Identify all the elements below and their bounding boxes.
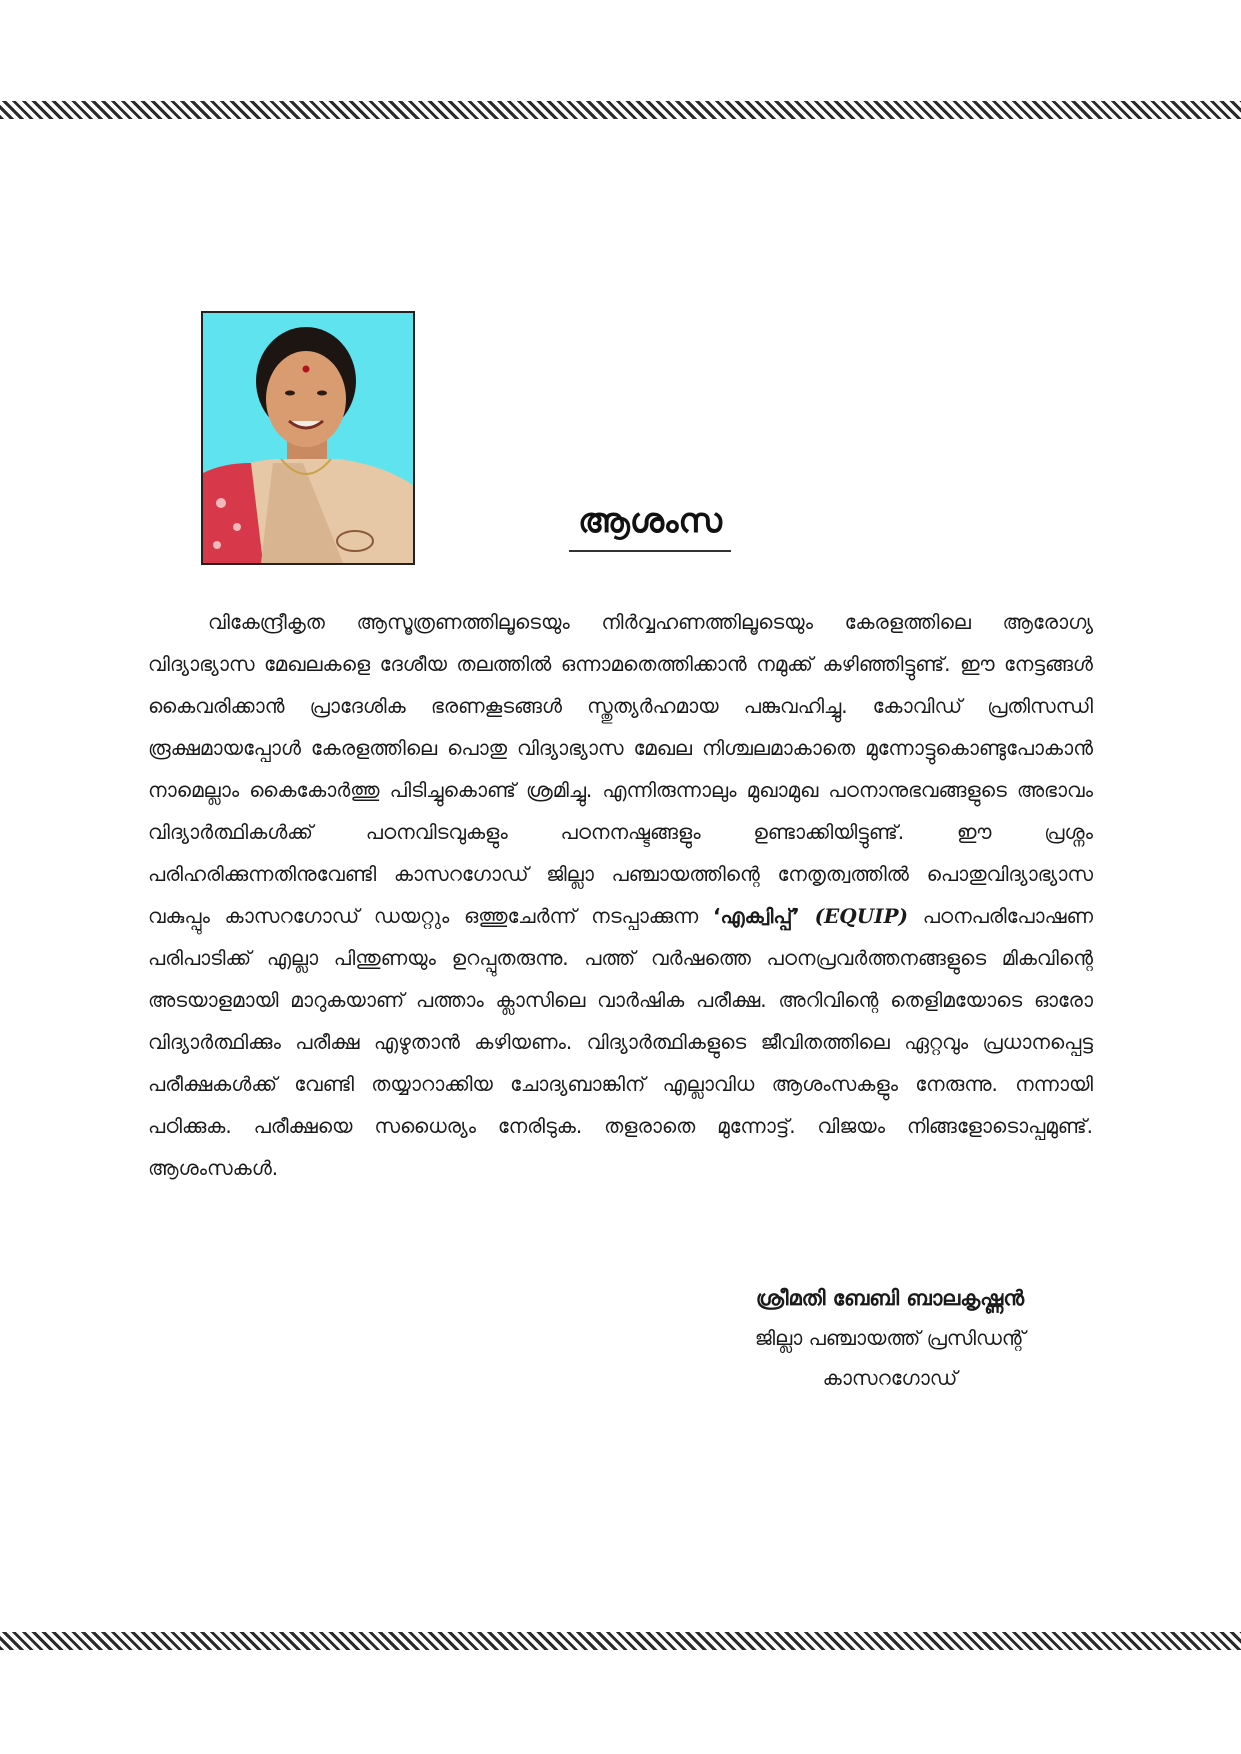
program-code: (EQUIP): [814, 904, 908, 928]
top-decorative-border: [0, 101, 1241, 119]
page-title: ആശംസ: [578, 501, 722, 541]
signatory-name: ശ്രീമതി ബേബി ബാലകൃഷ്ണൻ: [755, 1286, 1025, 1310]
title-underline: [569, 550, 731, 552]
message-opening: വികേന്ദ്രീകൃത ആസൂത്രണത്തിലൂടെയും നിർവ്വഹണത്തിലൂടെയും കേരളത്തിലെ ആരോഗ്യ വിദ്യാഭ്യാസ മേഖലകളെ ദേശീയ തലത്തിൽ ഒന്നാമതെത്തിക്കാൻ നമുക്ക് കഴിഞ്ഞിട്ടുണ്ട്. ഈ നേട്ടങ്ങൾ കൈവരിക്കാൻ പ്രാദേശിക ഭരണകൂടങ്ങൾ സ്തുത്യർഹമായ പങ്കുവഹിച്ചു. കോവിഡ് പ്രതിസന്ധി രൂക്ഷമായപ്പോൾ കേരളത്തിലെ പൊതു വിദ്യാഭ്യാസ മേഖല നിശ്ചലമാകാതെ മുന്നോട്ടുകൊണ്ടുപോകാൻ നാമെല്ലാം കൈകോർത്തു പിടിച്ചുകൊണ്ട് ശ്രമിച്ചു. എന്നിരുന്നാലും മുഖാമുഖ പഠനാനുഭവങ്ങളുടെ അഭാവം വിദ്യാർത്ഥികൾക്ക് പഠനവിടവുകളും പഠനനഷ്ടങ്ങളും ഉണ്ടാക്കിയിട്ടുണ്ട്. ഈ പ്രശ്നം പരിഹരിക്കുന്നതിനുവേണ്ടി കാസറഗോഡ് ജില്ലാ പഞ്ചായത്തിന്റെ നേതൃത്വത്തിൽ പൊതുവിദ്യാഭ്യാസ വകുപ്പും കാസറഗോഡ് ഡയറ്റും ഒത്തുചേർന്ന് നടപ്പാക്കുന്ന: [148, 610, 1093, 928]
message-paragraph: [148, 601, 1093, 1189]
bottom-decorative-border: [0, 1632, 1241, 1650]
signature-block: [700, 1278, 1080, 1398]
signatory-designation: ജില്ലാ പഞ്ചായത്ത് പ്രസിഡന്റ്: [754, 1326, 1026, 1350]
president-portrait-photo: [201, 311, 415, 565]
program-name: ‘എക്വിപ്പ്’: [712, 904, 800, 928]
signatory-place: കാസറഗോഡ്: [822, 1366, 958, 1390]
portrait-illustration: [203, 313, 413, 563]
message-closing: പഠനപരിപോഷണ പരിപാടിക്ക് എല്ലാ പിന്തുണയും ഉറപ്പുതരുന്നു. പത്ത് വർഷത്തെ പഠനപ്രവർത്തനങ്ങളുടെ മികവിന്റെ അടയാളമായി മാറുകയാണ് പത്താം ക്ലാസിലെ വാർഷിക പരീക്ഷ. അറിവിന്റെ തെളിമയോടെ ഓരോ വിദ്യാർത്ഥിക്കും പരീക്ഷ എഴുതാൻ കഴിയണം. വിദ്യാർത്ഥികളുടെ ജീവിതത്തിലെ ഏറ്റവും പ്രധാനപ്പെട്ട പരീക്ഷകൾക്ക് വേണ്ടി തയ്യാറാക്കിയ ചോദ്യബാങ്കിന് എല്ലാവിധ ആശംസകളും നേരുന്നു. നന്നായി പഠിക്കുക. പരീക്ഷയെ സധൈര്യം നേരിടുക. തളരാതെ മുന്നോട്ട്. വിജയം നിങ്ങളോടൊപ്പമുണ്ട്. ആശംസകൾ.: [148, 904, 1094, 1180]
heading-block: [569, 498, 731, 552]
